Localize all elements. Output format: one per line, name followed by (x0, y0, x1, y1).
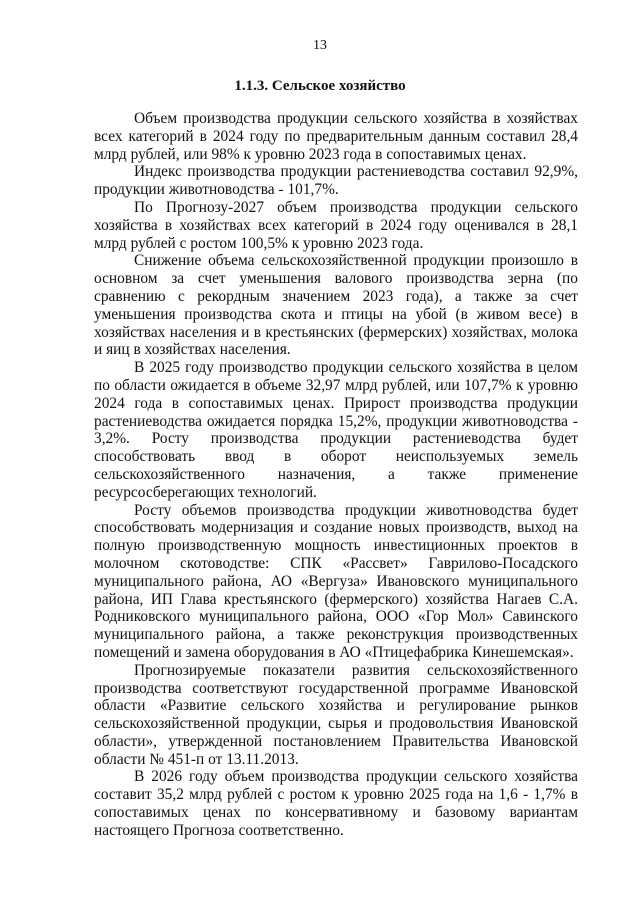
paragraph: В 2026 году объем производства продукции сельского хозяйства составит 35,2 млрд рублей с ростом к уровню 2025 года на 1,6 - 1,7% в сопоставимых ценах по консервативному и базовому вариантам настоящего Прогноза соответственно. (94, 768, 578, 839)
page-number: 13 (313, 38, 327, 53)
paragraph: Снижение объема сельскохозяйственной продукции произошло в основном за счет уменьшения валового производства зерна (по сравнению с рекордным значением 2023 года), а также за счет уменьшения производства скота и птицы на убой (в живом весе) в хозяйствах населения и в крестьянских (фермерских) хозяйствах, молока и яиц в хозяйствах населения. (94, 252, 578, 359)
paragraph: Прогнозируемые показатели развития сельскохозяйственного производства соответствуют государственной программе Ивановской области «Развитие сельского хозяйства и регулирование рынков сельскохозяйственной продукции, сырья и продовольствия Ивановской области», утвержденной постановлением Правительства Ивановской области № 451-п от 13.11.2013. (94, 661, 578, 768)
body-text (94, 110, 578, 840)
paragraph: Объем производства продукции сельского хозяйства в хозяйствах всех категорий в 2024 году по предварительным данным составил 28,4 млрд рублей, или 98% к уровню 2023 года в сопоставимых ценах. (94, 110, 578, 163)
paragraph: Росту объемов производства продукции животноводства будет способствовать модернизация и создание новых производств, выход на полную производственную мощность инвестиционных проектов в молочном скотоводстве: СПК «Рассвет» Гаврилово-Посадского муниципального района, АО «Вергуза» Ивановского муниципального района, ИП Глава крестьянского (фермерского) хозяйства Нагаев С.А. Родниковского муниципального района, ООО «Гор Мол» Савинского муниципального района, а также реконструкция производственных помещений и замена оборудования в АО «Птицефабрика Кинешемская». (94, 501, 578, 661)
paragraph: В 2025 году производство продукции сельского хозяйства в целом по области ожидается в объеме 32,97 млрд рублей, или 107,7% к уровню 2024 года в сопоставимых ценах. Прирост производства продукции растениеводства ожидается порядка 15,2%, продукции животноводства - 3,2%. Росту производства продукции растениеводства будет способствовать ввод в оборот неиспользуемых земель сельскохозяйственного назначения, а также применение ресурсосберегающих технологий. (94, 359, 578, 501)
paragraph: Индекс производства продукции растениеводства составил 92,9%, продукции животноводства - 101,7%. (94, 163, 578, 199)
paragraph: По Прогнозу-2027 объем производства продукции сельского хозяйства в хозяйствах всех категорий в 2024 году оценивался в 28,1 млрд рублей с ростом 100,5% к уровню 2023 года. (94, 198, 578, 252)
section-title: 1.1.3. Сельское хозяйство (234, 78, 406, 94)
